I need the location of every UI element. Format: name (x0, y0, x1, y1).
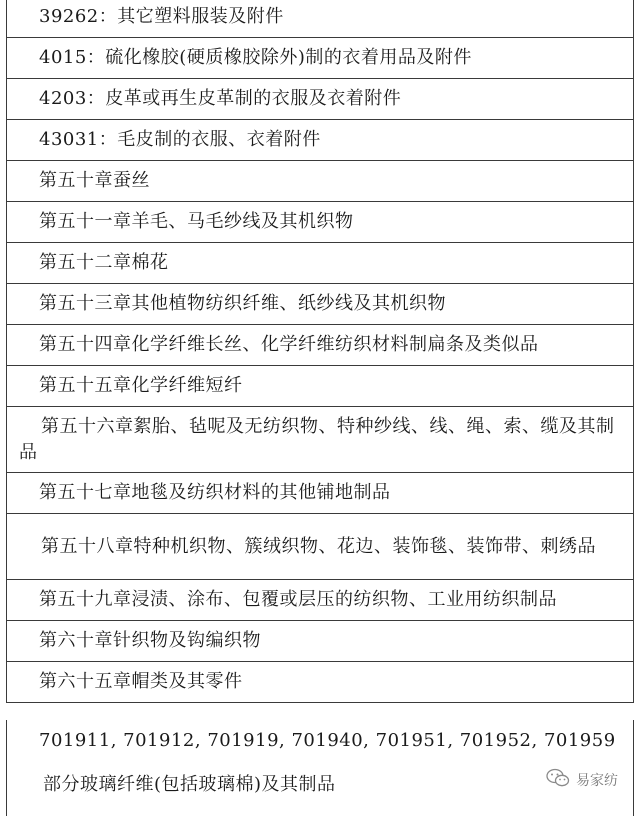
table-cell: 43031：毛皮制的衣服、衣着附件 (7, 120, 634, 161)
table-cell: 第六十五章帽类及其零件 (7, 662, 634, 703)
table-row (7, 325, 634, 366)
table-row (7, 79, 634, 120)
table-cell: 第五十三章其他植物纺织纤维、纸纱线及其机织物 (7, 284, 634, 325)
table-cell: 第五十二章棉花 (7, 243, 634, 284)
table-row (7, 621, 634, 662)
table-cell: 第五十五章化学纤维短纤 (7, 366, 634, 407)
table-row (7, 407, 634, 473)
table-row (7, 120, 634, 161)
table-cell: 4015：硫化橡胶(硬质橡胶除外)制的衣着用品及附件 (7, 38, 634, 79)
tariff-table (6, 0, 634, 703)
table-cell: 第五十九章浸渍、涂布、包覆或层压的纺织物、工业用纺织制品 (7, 580, 634, 621)
hs-codes-text: 701911, 701912, 701919, 701940, 701951, 701952, 701959 (39, 730, 616, 751)
table-row (7, 202, 634, 243)
table-cell: 39262：其它塑料服装及附件 (7, 0, 634, 38)
table-row (7, 38, 634, 79)
table-row (7, 243, 634, 284)
table-row (7, 161, 634, 202)
watermark-text: 易家纺 (576, 773, 618, 789)
table-last-row (6, 720, 634, 816)
table-cell: 第五十章蚕丝 (7, 161, 634, 202)
table-cell: 第五十七章地毯及纺织材料的其他铺地制品 (7, 473, 634, 514)
table-row (7, 473, 634, 514)
table-row (7, 284, 634, 325)
table-cell: 第五十八章特种机织物、簇绒织物、花边、装饰毯、装饰带、刺绣品 (7, 514, 634, 580)
table-row (7, 366, 634, 407)
table-cell: 第五十一章羊毛、马毛纱线及其机织物 (7, 202, 634, 243)
table-row (7, 514, 634, 580)
table-cell: 第五十六章絮胎、毡呢及无纺织物、特种纱线、线、绳、索、缆及其制品 (7, 407, 634, 473)
wechat-icon (546, 768, 570, 792)
table-cell: 4203：皮革或再生皮革制的衣服及衣着附件 (7, 79, 634, 120)
table-cell: 第六十章针织物及钩编织物 (7, 621, 634, 662)
table-cell: 第五十四章化学纤维长丝、化学纤维纺织材料制扁条及类似品 (7, 325, 634, 366)
table-row (7, 662, 634, 703)
table-row (7, 580, 634, 621)
watermark (546, 768, 618, 792)
table-row (7, 0, 634, 38)
glass-fiber-description: 部分玻璃纤维(包括玻璃棉)及其制品 (43, 774, 336, 795)
